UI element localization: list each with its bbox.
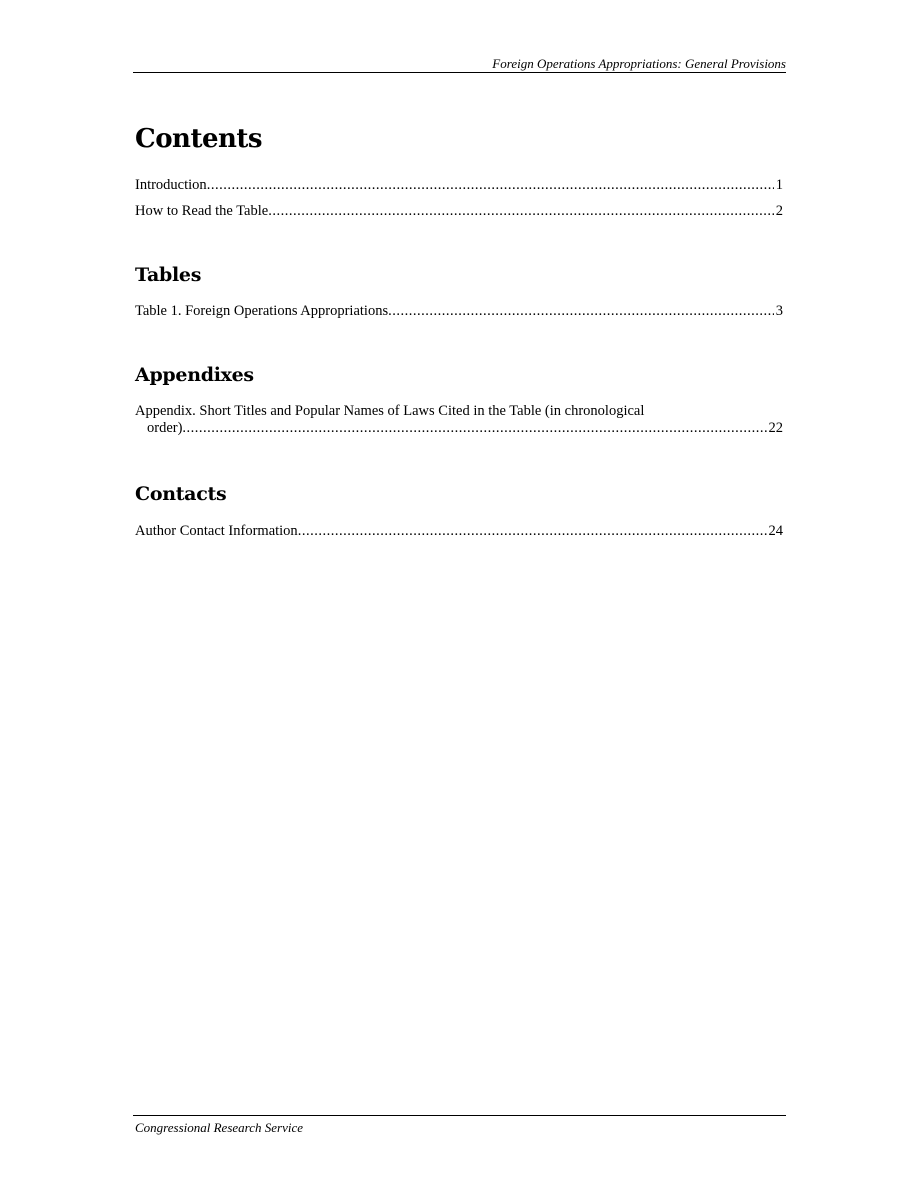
appendixes-section-title: Appendixes [135,364,254,386]
contents-title: Contents [135,124,263,154]
tables-section-title: Tables [135,264,202,286]
toc-leader-dots [298,523,767,540]
toc-leader-dots [207,177,774,194]
toc-entry-label: How to Read the Table [135,203,269,219]
toc-entry-label: Author Contact Information [135,523,298,539]
toc-page-number: 1 [775,177,783,193]
toc-entry-label-line2: order) [147,420,183,436]
toc-page-number: 24 [768,523,783,539]
toc-entry-table-1[interactable] [135,303,783,320]
toc-page-number: 22 [768,420,783,436]
toc-entry-introduction[interactable] [135,177,783,194]
footer-rule [133,1115,786,1116]
toc-entry-author-contact[interactable] [135,523,783,540]
toc-leader-dots [182,420,766,437]
toc-entry-appendix[interactable] [135,403,783,437]
footer-publisher: Congressional Research Service [135,1120,303,1135]
toc-entry-label: Table 1. Foreign Operations Appropriations [135,303,389,319]
toc-leader-dots [388,303,774,320]
toc-page-number: 2 [775,203,783,219]
toc-entry-label-line1: Appendix. Short Titles and Popular Names of Laws Cited in the Table (in chronological [135,403,645,419]
toc-entry-label: Introduction [135,177,207,193]
toc-leader-dots [268,203,774,220]
contacts-section-title: Contacts [135,483,227,505]
header-rule [133,72,786,73]
toc-page-number: 3 [775,303,783,319]
toc-entry-how-to-read[interactable] [135,203,783,220]
running-header: Foreign Operations Appropriations: General Provisions [492,56,786,71]
